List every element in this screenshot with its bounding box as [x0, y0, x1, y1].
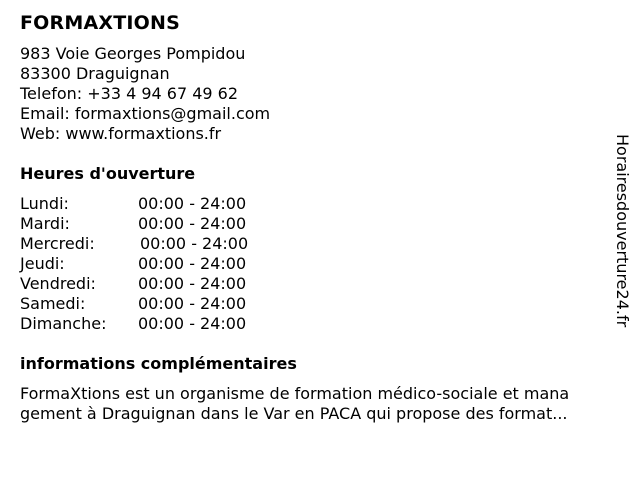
time-range: 00:00 - 24:00 — [138, 214, 247, 233]
hours-row — [20, 194, 280, 214]
address-block — [20, 44, 270, 144]
hours-row — [20, 314, 280, 334]
description-line: gement à Draguignan dans le Var en PACA qui propose des format... — [20, 404, 568, 423]
time-range: 00:00 - 24:00 — [138, 254, 247, 273]
hours-row — [20, 294, 280, 314]
street-address: 983 Voie Georges Pompidou — [20, 44, 246, 63]
day-label: Dimanche: — [20, 314, 107, 333]
day-label: Mardi: — [20, 214, 70, 233]
email: Email: formaxtions@gmail.com — [20, 104, 271, 123]
hours-table — [20, 194, 280, 334]
description-line: FormaXtions est un organisme de formation médico-sociale et mana — [20, 384, 570, 403]
watermark-text: Horairesdouverture24.fr — [613, 134, 632, 328]
day-label: Mercredi: — [20, 234, 95, 253]
hours-row — [20, 254, 280, 274]
day-label: Lundi: — [20, 194, 69, 213]
time-range: 00:00 - 24:00 — [138, 194, 247, 213]
website: Web: www.formaxtions.fr — [20, 124, 222, 143]
info-description — [20, 384, 620, 424]
day-label: Samedi: — [20, 294, 86, 313]
time-range: 00:00 - 24:00 — [138, 294, 247, 313]
time-range: 00:00 - 24:00 — [138, 314, 247, 333]
phone: Telefon: +33 4 94 67 49 62 — [20, 84, 239, 103]
city: 83300 Draguignan — [20, 64, 170, 83]
info-heading: informations complémentaires — [20, 354, 297, 373]
day-label: Jeudi: — [20, 254, 65, 273]
time-range: 00:00 - 24:00 — [140, 234, 249, 253]
hours-row — [20, 214, 280, 234]
time-range: 00:00 - 24:00 — [138, 274, 247, 293]
watermark — [612, 134, 632, 374]
hours-row — [20, 274, 280, 294]
business-name: FORMAXTIONS — [20, 12, 180, 34]
hours-heading: Heures d'ouverture — [20, 164, 196, 183]
hours-row — [20, 234, 280, 254]
day-label: Vendredi: — [20, 274, 96, 293]
